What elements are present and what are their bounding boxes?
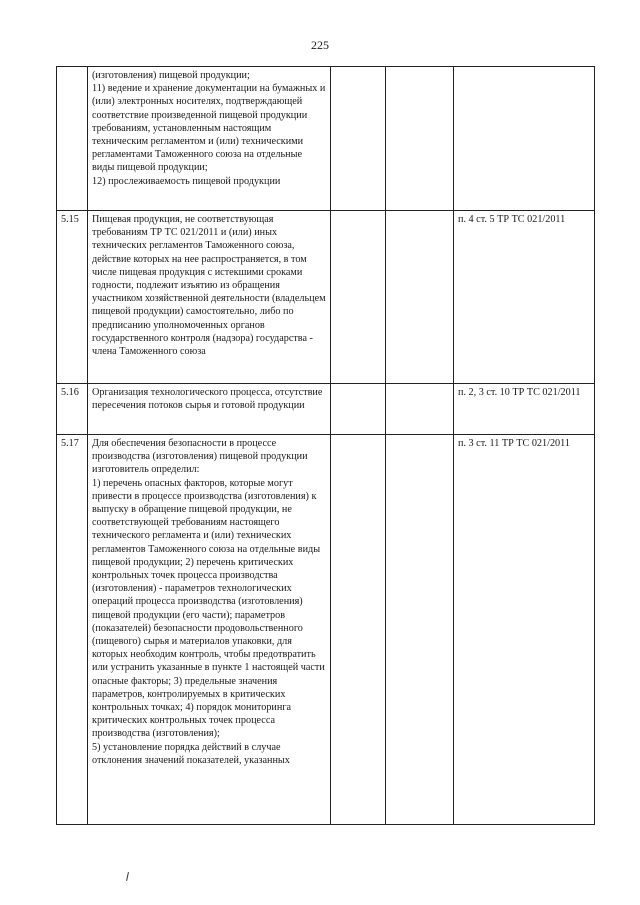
empty-cell xyxy=(386,384,454,435)
reference-cell: п. 3 ст. 11 ТР ТС 021/2011 xyxy=(454,435,595,825)
empty-cell xyxy=(331,211,386,384)
empty-cell xyxy=(331,67,386,211)
requirement-text-cell: Пищевая продукция, не соответствующая требованиям ТР ТС 021/2011 и (или) иных технических регламентов Таможенного союза, действие которых на нее распространяется, в том числе пищевая продукция с истекшими сроками годности, подлежит изъятию из обращения участником хозяйственной деятельности (владельцем пищевой продукции) самостоятельно, либо по предписанию уполномоченных органов государственного контроля (надзора) государства - члена Таможенного союза xyxy=(88,211,331,384)
requirement-text-cell: (изготовления) пищевой продукции; 11) ведение и хранение документации на бумажных и (или) электронных носителях, подтверждающей соответствие произведенной пищевой продукции требованиям, установленным настоящим техническим регламентом и (или) техническими регламентами Таможенного союза на отдельные виды пищевой продукции; 12) прослеживаемость пищевой продукции xyxy=(88,67,331,211)
item-number-cell: 5.17 xyxy=(57,435,88,825)
reference-cell: п. 4 ст. 5 ТР ТС 021/2011 xyxy=(454,211,595,384)
empty-cell xyxy=(386,67,454,211)
requirement-text-cell: Для обеспечения безопасности в процессе производства (изготовления) пищевой продукции изготовитель определил: 1) перечень опасных факторов, которые могут привести в процессе производства (изготовления) к выпуску в обращение пищевой продукции, не соответствующей требованиям настоящего технического регламента и (или) технических регламентов Таможенного союза на отдельные виды пищевой продукции; 2) перечень критических контрольных точек процесса производства (изготовления) - параметров технологических операций процесса производства (изготовления) пищевой продукции (его части); параметров (показателей) безопасности продовольственного (пищевого) сырья и материалов упаковки, для которых необходим контроль, чтобы предотвратить или устранить указанные в пункте 1 настоящей части опасные факторы; 3) предельные значения параметров, контролируемых в критических контрольных точках; 4) порядок мониторинга критических контрольных точек процесса производства (изготовления); 5) установление порядка действий в случае отклонения значений показателей, указанных xyxy=(88,435,331,825)
reference-cell xyxy=(454,67,595,211)
requirement-text-cell: Организация технологического процесса, отсутствие пересечения потоков сырья и готовой продукции xyxy=(88,384,331,435)
table-row xyxy=(57,67,595,211)
table-row xyxy=(57,384,595,435)
item-number-cell: 5.16 xyxy=(57,384,88,435)
reference-cell: п. 2, 3 ст. 10 ТР ТС 021/2011 xyxy=(454,384,595,435)
empty-cell xyxy=(331,384,386,435)
scan-artifact-mark xyxy=(126,872,129,881)
page-number: 225 xyxy=(311,38,329,52)
requirements-table xyxy=(56,66,595,825)
empty-cell xyxy=(386,435,454,825)
table-row xyxy=(57,211,595,384)
empty-cell xyxy=(331,435,386,825)
item-number-cell xyxy=(57,67,88,211)
empty-cell xyxy=(386,211,454,384)
item-number-cell: 5.15 xyxy=(57,211,88,384)
table-row xyxy=(57,435,595,825)
